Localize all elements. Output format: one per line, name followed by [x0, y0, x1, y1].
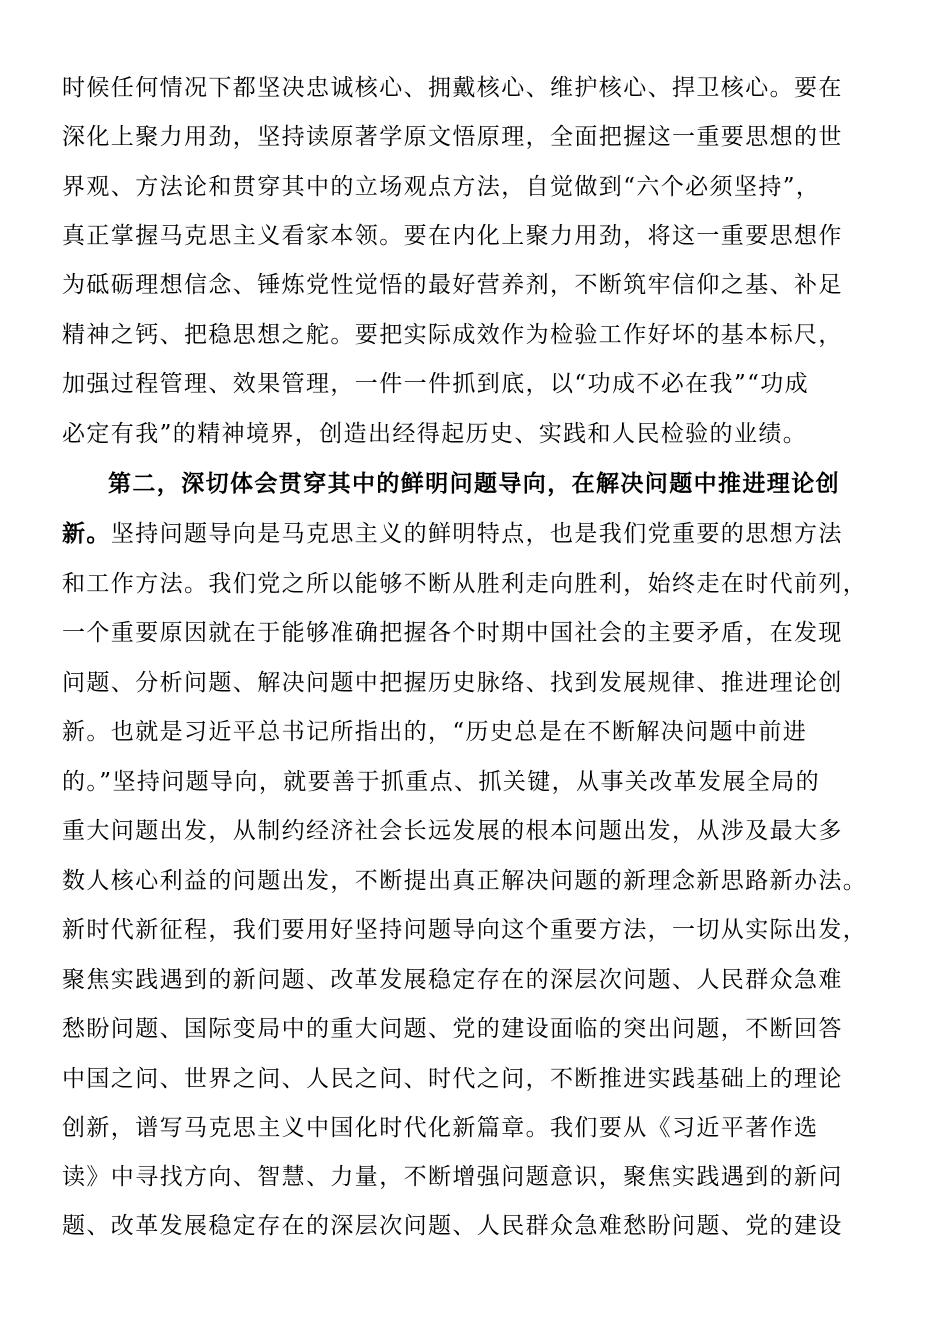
- text-line: 创新，谱写马克思主义中国化时代化新篇章。我们要从《习近平著作选: [62, 1115, 819, 1141]
- text-line: 聚焦实践遇到的新问题、改革发展稳定存在的深层次问题、人民群众急难: [62, 967, 843, 993]
- text-line: 重大问题出发，从制约经济社会长远发展的根本问题出发，从涉及最大多: [62, 818, 843, 844]
- text-line: 和工作方法。我们党之所以能够不断从胜利走向胜利，始终走在时代前列，: [62, 571, 868, 597]
- text-line: 数人核心利益的问题出发，不断提出真正解决问题的新理念新思路新办法。: [62, 868, 868, 894]
- text-line: 中国之问、世界之问、人民之问、时代之问，不断推进实践基础上的理论: [62, 1066, 843, 1092]
- text-line: 真正掌握马克思主义看家本领。要在内化上聚力用劲，将这一重要思想作: [62, 223, 843, 249]
- text-line: 问题、分析问题、解决问题中把握历史脉络、找到发展规律、推进理论创: [62, 670, 843, 696]
- text-line: 题、改革发展稳定存在的深层次问题、人民群众急难愁盼问题、党的建设: [62, 1213, 843, 1239]
- text-line: 一个重要原因就在于能够准确把握各个时期中国社会的主要矛盾，在发现: [62, 620, 843, 646]
- text-line: 读》中寻找方向、智慧、力量，不断增强问题意识，聚焦实践遇到的新问: [62, 1164, 843, 1190]
- text-line: 愁盼问题、国际变局中的重大问题、党的建设面临的突出问题，不断回答: [62, 1016, 843, 1042]
- text-line: 新时代新征程，我们要用好坚持问题导向这个重要方法，一切从实际出发，: [62, 917, 868, 943]
- text-line: 必定有我”的精神境界，创造出经得起历史、实践和人民检验的业绩。: [62, 421, 808, 447]
- text-line: 深化上聚力用劲，坚持读原著学原文悟原理，全面把握这一重要思想的世: [62, 124, 843, 150]
- section-heading-continuation: [62, 518, 843, 550]
- section-heading-end: 新。: [62, 521, 111, 547]
- text-line: 时候任何情况下都坚决忠诚核心、拥戴核心、维护核心、捍卫核心。要在: [62, 75, 843, 101]
- text-line: 为砥砺理想信念、锤炼党性觉悟的最好营养剂，不断筑牢信仰之基、补足: [62, 272, 843, 298]
- paragraph-start: 坚持问题导向是马克思主义的鲜明特点，也是我们党重要的思想方法: [110, 521, 843, 547]
- text-line: 加强过程管理、效果管理，一件一件抓到底，以“功成不必在我”“功成: [62, 371, 810, 397]
- text-line: 新。也就是习近平总书记所指出的，“历史总是在不断解决问题中前进: [62, 719, 808, 745]
- text-line: 界观、方法论和贯穿其中的立场观点方法，自觉做到“六个必须坚持”，: [62, 174, 821, 200]
- section-heading: 第二，深切体会贯穿其中的鲜明问题导向，在解决问题中推进理论创: [108, 471, 840, 497]
- text-line: 的。”坚持问题导向，就要善于抓重点、抓关键，从事关改革发展全局的: [62, 769, 821, 795]
- text-line: 精神之钙、把稳思想之舵。要把实际成效作为检验工作好坏的基本标尺，: [62, 322, 843, 348]
